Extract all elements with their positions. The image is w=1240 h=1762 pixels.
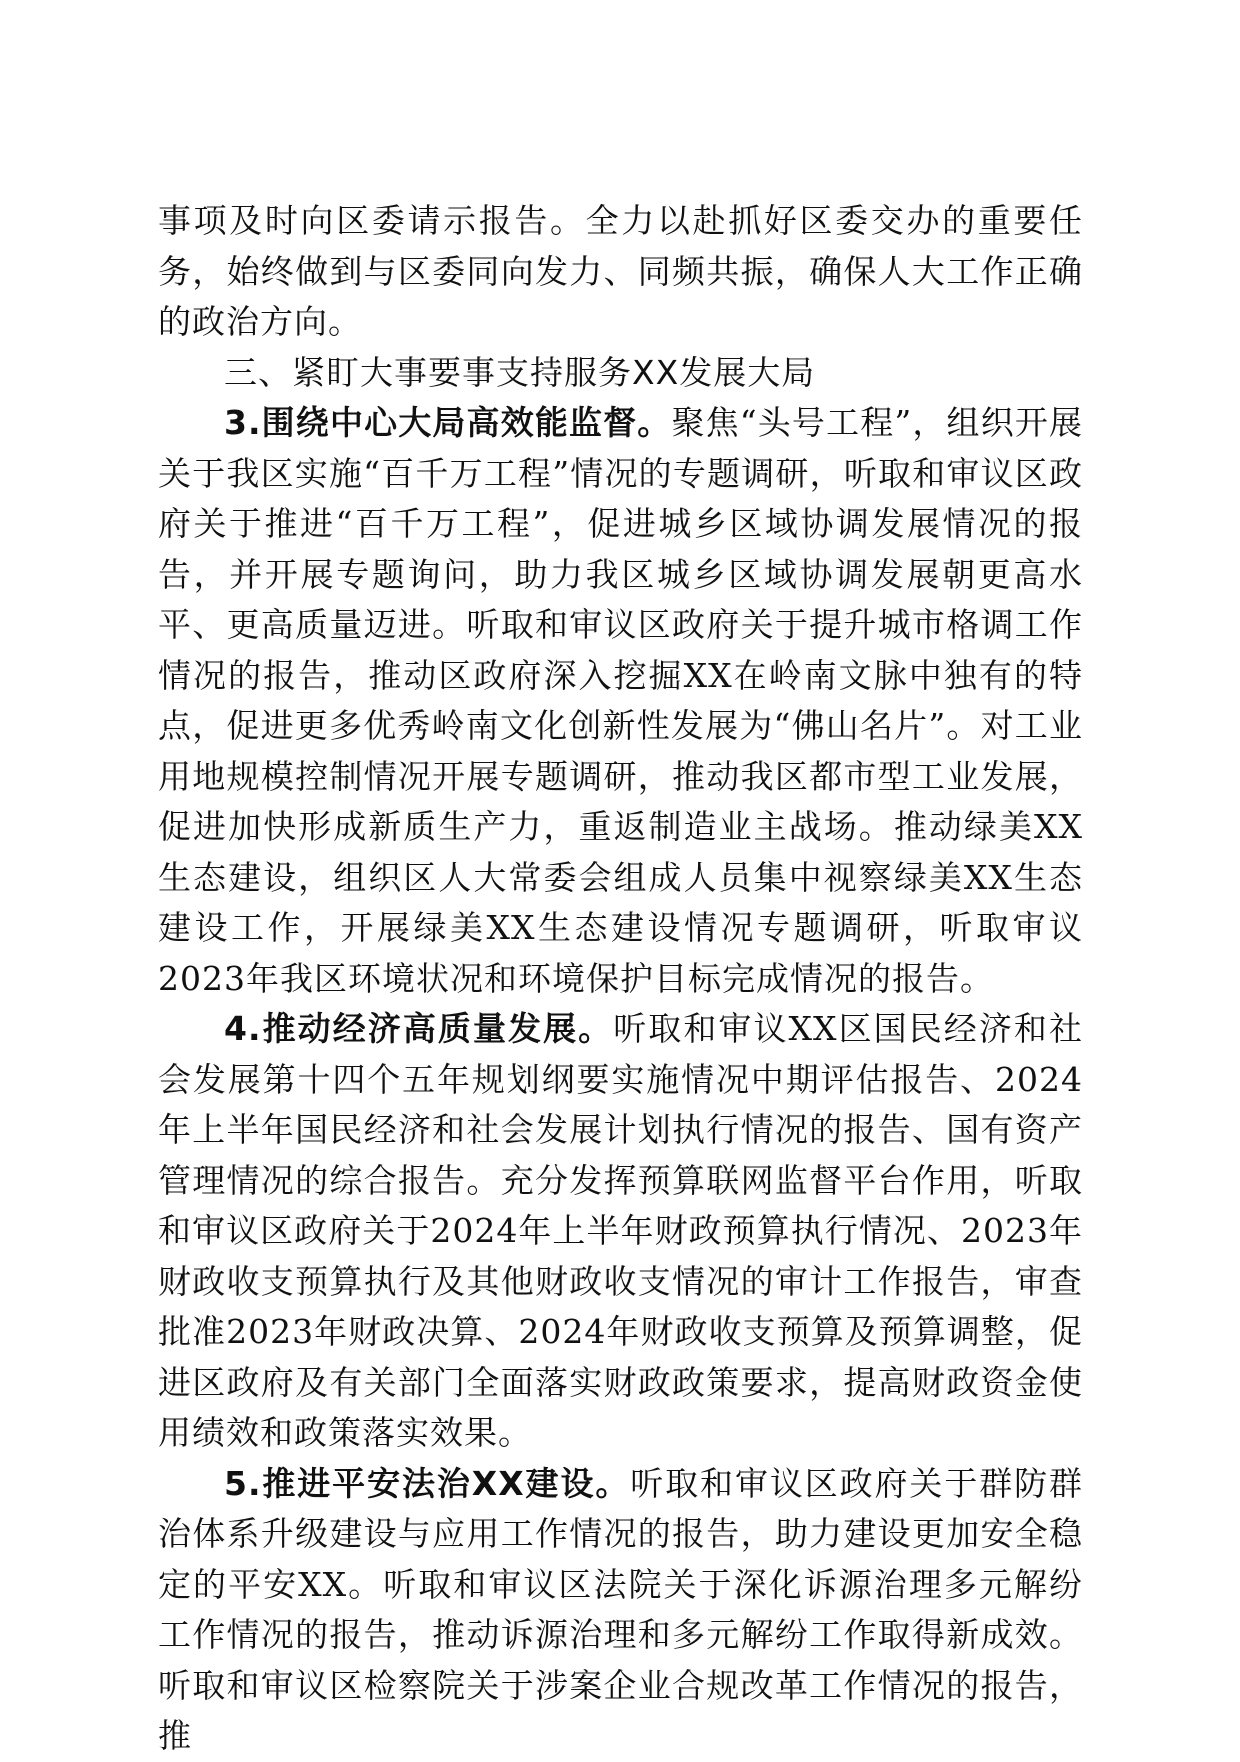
item-5-body: 听取和审议区政府关于群防群治体系升级建设与应用工作情况的报告，助力建设更加安全稳定的平安XX。听取和审议区法院关于深化诉源治理多元解纷工作情况的报告，推动诉源治理和多元解纷工作取得新成效。听取和审议区检察院关于涉案企业合规改革工作情况的报告，推 [158, 1463, 1084, 1755]
item-3-body: 聚焦“头号工程”，组织开展关于我区实施“百千万工程”情况的专题调研，听取和审议区政府关于推进“百千万工程”，促进城乡区域协调发展情况的报告，并开展专题询问，助力我区城乡区域协调发展朝更高水平、更高质量迈进。听取和审议区政府关于提升城市格调工作情况的报告，推动区政府深入挖掘XX在岭南文脉中独有的特点，促进更多优秀岭南文化创新性发展为“佛山名片”。对工业用地规模控制情况开展专题调研，推动我区都市型工业发展，促进加快形成新质生产力，重返制造业主战场。推动绿美XX生态建设，组织区人大常委会组成人员集中视察绿美XX生态建设工作，开展绿美XX生态建设情况专题调研，听取审议2023年我区环境状况和环境保护目标完成情况的报告。 [158, 403, 1083, 998]
document-body [158, 196, 1083, 1762]
section-heading: 三、紧盯大事要事支持服务XX发展大局 [224, 352, 816, 392]
intro-paragraph: 事项及时向区委请示报告。全力以赴抓好区委交办的重要任务，始终做到与区委同向发力、同频共振，确保人大工作正确的政治方向。 [158, 201, 1083, 341]
item-5-title: 5.推进平安法治XX建设。 [224, 1463, 631, 1503]
item-4-title: 4.推动经济高质量发展。 [224, 1009, 614, 1048]
item-3-paragraph [158, 398, 1083, 1004]
item-4-paragraph [158, 1004, 1083, 1459]
item-5-paragraph [158, 1459, 1083, 1762]
item-3-title: 3.围绕中心大局高效能监督。 [224, 403, 672, 442]
item-4-body: 听取和审议XX区国民经济和社会发展第十四个五年规划纲要实施情况中期评估报告、2024年上半年国民经济和社会发展计划执行情况的报告、国有资产管理情况的综合报告。充分发挥预算联网监督平台作用，听取和审议区政府关于2024年上半年财政预算执行情况、2023年财政收支预算执行及其他财政收支情况的审计工作报告，审查批准2023年财政决算、2024年财政收支预算及预算调整，促进区政府及有关部门全面落实财政政策要求，提高财政资金使用绩效和政策落实效果。 [158, 1009, 1083, 1452]
